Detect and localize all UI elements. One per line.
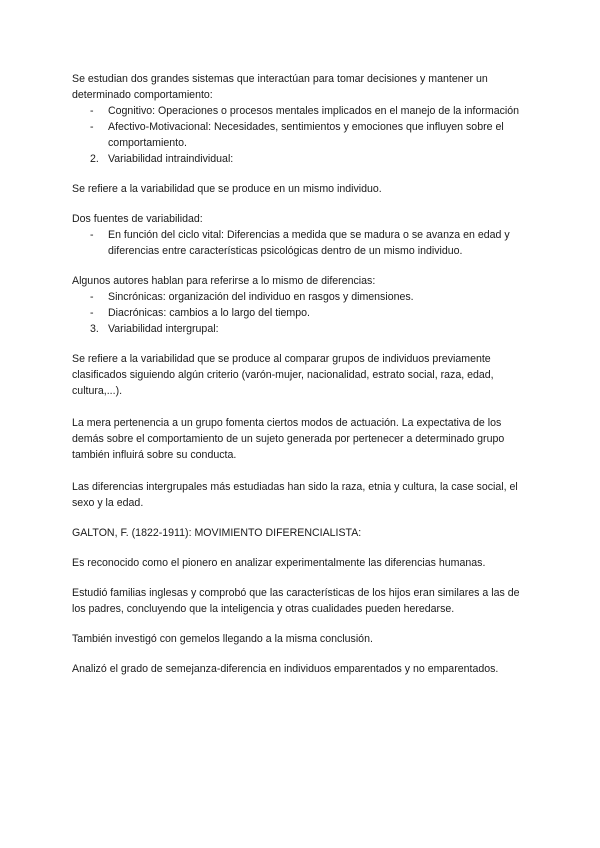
list-item-text: En función del ciclo vital: Diferencias a medida que se madura o se avanza en edad y diferencias entre características psicológicas dentro de un mismo individuo. <box>108 229 510 257</box>
families-paragraph: Estudió familias inglesas y comprobó que las características de los hijos eran similares a las de los padres, concluyendo que la inteligencia y otras cualidades pueden heredarse. <box>72 587 520 615</box>
systems-list <box>72 103 534 151</box>
heading-number: 2. <box>90 153 99 165</box>
list-item-text: Sincrónicas: organización del individuo en rasgos y dimensiones. <box>108 291 414 303</box>
twins-paragraph: También investigó con gemelos llegando a la misma conclusión. <box>72 633 373 645</box>
document-body <box>72 71 534 677</box>
dash-bullet: - <box>90 229 94 241</box>
sources-paragraph: Dos fuentes de variabilidad: <box>72 213 203 225</box>
heading-label: Variabilidad intraindividual: <box>108 153 234 165</box>
dash-bullet: - <box>90 121 94 133</box>
list-item <box>72 103 534 119</box>
inter-heading-list <box>72 321 534 337</box>
section-heading-intra <box>72 151 534 167</box>
degree-paragraph: Analizó el grado de semejanza-diferencia en individuos emparentados y no emparentados. <box>72 663 499 675</box>
heading-label: Variabilidad intergrupal: <box>108 323 219 335</box>
list-item-text: Afectivo-Motivacional: Necesidades, sentimientos y emociones que influyen sobre el comportamiento. <box>108 121 504 149</box>
dash-bullet: - <box>90 105 94 117</box>
membership-paragraph: La mera pertenencia a un grupo fomenta ciertos modos de actuación. La expectativa de los demás sobre el comportamiento de un sujeto generada por pertenecer a determinado grupo también influirá sobre su conducta. <box>72 417 505 461</box>
list-item <box>72 289 534 305</box>
intro-paragraph: Se estudian dos grandes sistemas que interactúan para tomar decisiones y mantener un determinado comportamiento: <box>72 73 488 101</box>
authors-paragraph: Algunos autores hablan para referirse a lo mismo de diferencias: <box>72 275 376 287</box>
list-item <box>72 305 534 321</box>
galton-heading: GALTON, F. (1822-1911): MOVIMIENTO DIFERENCIALISTA: <box>72 527 362 539</box>
sources-list <box>72 227 534 259</box>
dash-bullet: - <box>90 307 94 319</box>
list-item-text: Cognitivo: Operaciones o procesos mentales implicados en el manejo de la información <box>108 105 520 117</box>
intra-description: Se refiere a la variabilidad que se produce en un mismo individuo. <box>72 183 382 195</box>
list-item <box>72 227 534 259</box>
intra-heading-list <box>72 151 534 167</box>
types-list <box>72 289 534 321</box>
dash-bullet: - <box>90 291 94 303</box>
pioneer-paragraph: Es reconocido como el pionero en analizar experimentalmente las diferencias humanas. <box>72 557 486 569</box>
list-item-text: Diacrónicas: cambios a lo largo del tiempo. <box>108 307 310 319</box>
studied-paragraph: Las diferencias intergrupales más estudiadas han sido la raza, etnia y cultura, la case social, el sexo y la edad. <box>72 481 518 509</box>
section-heading-inter <box>72 321 534 337</box>
list-item <box>72 119 534 151</box>
heading-number: 3. <box>90 323 99 335</box>
inter-description: Se refiere a la variabilidad que se produce al comparar grupos de individuos previamente clasificados siguiendo algún criterio (varón-mujer, nacionalidad, estrato social, raza, edad, cultura,...). <box>72 353 494 397</box>
